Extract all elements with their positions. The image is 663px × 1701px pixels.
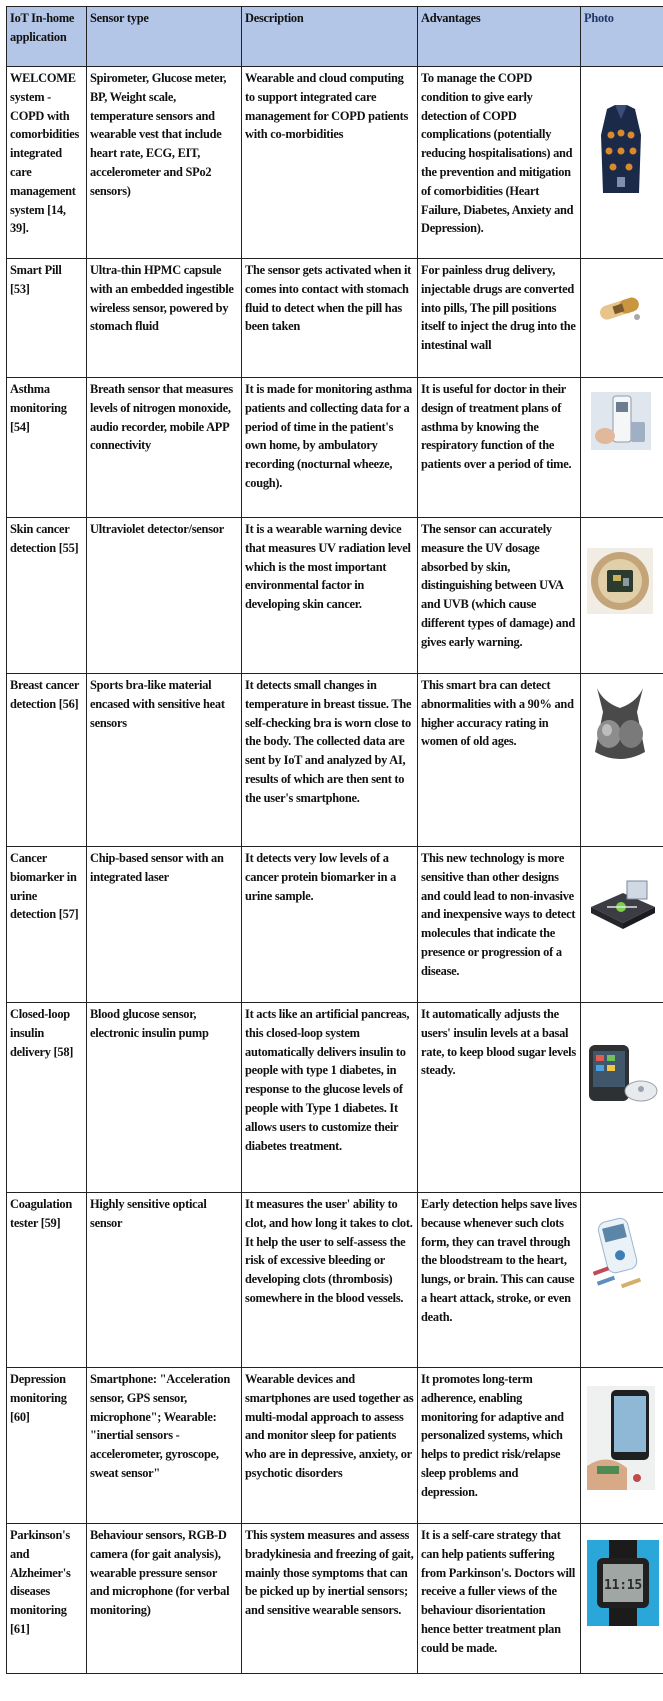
table-row [7,1524,663,1674]
cell-advantages: For painless drug delivery, injectable drugs are converted into pills, The pill positions itself to inject the drug into the intestinal wall [418,259,581,378]
cell-application: Breast cancer detection [56] [7,674,87,847]
cell-advantages: This new technology is more sensitive than other designs and could lead to non-invasive and inexpensive ways to detect molecules that indicate the presence or progression of a disease. [418,847,581,1003]
header-sensor-type: Sensor type [87,7,242,67]
table-header-row [7,7,663,67]
cell-photo [581,1368,663,1524]
cell-photo [581,67,663,259]
header-application: IoT In-home application [7,7,87,67]
cell-description: Wearable devices and smartphones are used together as multi-modal approach to assess and monitor sleep for patients who are in depressive, anxiety, or psychotic disorders [242,1368,418,1524]
cell-sensor-type: Highly sensitive optical sensor [87,1193,242,1368]
cell-sensor-type: Breath sensor that measures levels of nitrogen monoxide, audio recorder, mobile APP connectivity [87,378,242,518]
cell-description: This system measures and assess bradykinesia and freezing of gait, mainly those symptoms that can be picked up by inertial sensors; and sensitive wearable sensors. [242,1524,418,1674]
cell-advantages: It promotes long-term adherence, enabling monitoring for adaptive and personalized systems, which helps to predict risk/relapse sleep problems and depression. [418,1368,581,1524]
watch-time-text: 11:15 [604,1578,642,1593]
cell-sensor-type: Ultraviolet detector/sensor [87,518,242,674]
cell-photo [581,1003,663,1193]
cell-advantages: This smart bra can detect abnormalities with a 90% and higher accuracy rating in women of old ages. [418,674,581,847]
cell-sensor-type: Smartphone: "Acceleration sensor, GPS sensor, microphone"; Wearable: "inertial sensors - accelerometer, gyroscope, sweat sensor" [87,1368,242,1524]
cell-description: It is a wearable warning device that measures UV radiation level which is the most important environmental factor in developing skin cancer. [242,518,418,674]
table-row [7,378,663,518]
cell-advantages: It is useful for doctor in their design of treatment plans of asthma by knowing the respiratory function of the patients over a period of time. [418,378,581,518]
cell-sensor-type: Ultra-thin HPMC capsule with an embedded ingestible wireless sensor, powered by stomach fluid [87,259,242,378]
cell-sensor-type: Sports bra-like material encased with sensitive heat sensors [87,674,242,847]
cell-photo [581,847,663,1003]
cell-photo [581,378,663,518]
cell-application: Depression monitoring [60] [7,1368,87,1524]
cell-application: Closed-loop insulin delivery [58] [7,1003,87,1193]
cell-advantages: It is a self-care strategy that can help patients suffering from Parkinson's. Doctors will receive a fuller views of the behaviour disorientation hence better treatment plan could be made. [418,1524,581,1674]
cell-description: It detects small changes in temperature in breast tissue. The self-checking bra is worn close to the body. The collected data are sent by IoT and analyzed by AI, results of which are then sent to the user's smartphone. [242,674,418,847]
cell-advantages: Early detection helps save lives because whenever such clots form, they can travel through the bloodstream to the heart, lungs, or brain. This can cause a heart attack, stroke, or even death. [418,1193,581,1368]
table-row [7,518,663,674]
cell-sensor-type: Behaviour sensors, RGB-D camera (for gait analysis), wearable pressure sensor and microphone (for verbal monitoring) [87,1524,242,1674]
table-row [7,1003,663,1193]
cell-description: Wearable and cloud computing to support integrated care management for COPD patients with co-morbidities [242,67,418,259]
cell-advantages: To manage the COPD condition to give early detection of COPD complications (potentially reducing hospitalisations) and the prevention and mitigation of comorbidities (Heart Failure, Diabetes, Anxiety and Depression). [418,67,581,259]
cell-photo [581,1193,663,1368]
cell-application: WELCOME system - COPD with comorbidities integrated care management system [14, 39]. [7,67,87,259]
cell-photo [581,674,663,847]
cell-application: Cancer biomarker in urine detection [57] [7,847,87,1003]
cell-application: Parkinson's and Alzheimer's diseases monitoring [61] [7,1524,87,1674]
cell-sensor-type: Spirometer, Glucose meter, BP, Weight scale, temperature sensors and wearable vest that include heart rate, ECG, EIT, accelerometer and SPo2 sensors) [87,67,242,259]
insulin-pump-photo [587,1039,659,1107]
table-row [7,1193,663,1368]
table-row [7,259,663,378]
table-row [7,1368,663,1524]
iot-applications-table [6,6,663,1674]
breath-sensor-device-photo [591,392,651,450]
uv-sensor-patch-photo [587,548,653,614]
smart-bra-photo [587,682,653,768]
cell-description: It is made for monitoring asthma patients and collecting data for a period of time in the patient's own home, by ambulatory recording (nocturnal wheeze, cough). [242,378,418,518]
header-description: Description [242,7,418,67]
table-row [7,847,663,1003]
cell-photo [581,518,663,674]
wearable-vest-photo [599,105,643,195]
header-photo: Photo [581,7,663,67]
smart-pill-photo [595,289,647,325]
chip-sensor-photo [587,877,657,931]
cell-description: It acts like an artificial pancreas, this closed-loop system automatically delivers insulin to people with type 1 diabetes, in response to the glucose levels of people with Type 1 diabetes. It allows users to customize their diabetes treatment. [242,1003,418,1193]
cell-photo [581,1524,663,1674]
smartphone-wearable-photo [587,1386,655,1490]
cell-description: The sensor gets activated when it comes into contact with stomach fluid to detect when the pill has been taken [242,259,418,378]
cell-photo [581,259,663,378]
cell-description: It detects very low levels of a cancer protein biomarker in a urine sample. [242,847,418,1003]
cell-application: Smart Pill [53] [7,259,87,378]
header-advantages: Advantages [418,7,581,67]
cell-application: Coagulation tester [59] [7,1193,87,1368]
cell-sensor-type: Chip-based sensor with an integrated laser [87,847,242,1003]
cell-sensor-type: Blood glucose sensor, electronic insulin pump [87,1003,242,1193]
smartwatch-photo [587,1540,659,1626]
coagulation-meter-photo [587,1215,655,1295]
cell-application: Skin cancer detection [55] [7,518,87,674]
cell-application: Asthma monitoring [54] [7,378,87,518]
cell-description: It measures the user' ability to clot, and how long it takes to clot. It help the user to self-assess the risk of excessive bleeding or developing clots (thrombosis) somewhere in the blood vessels. [242,1193,418,1368]
cell-advantages: The sensor can accurately measure the UV dosage absorbed by skin, distinguishing between UVA and UVB (which cause different types of damage) and gives early warning. [418,518,581,674]
cell-advantages: It automatically adjusts the users' insulin levels at a basal rate, to keep blood sugar levels steady. [418,1003,581,1193]
table-row [7,67,663,259]
table-row [7,674,663,847]
